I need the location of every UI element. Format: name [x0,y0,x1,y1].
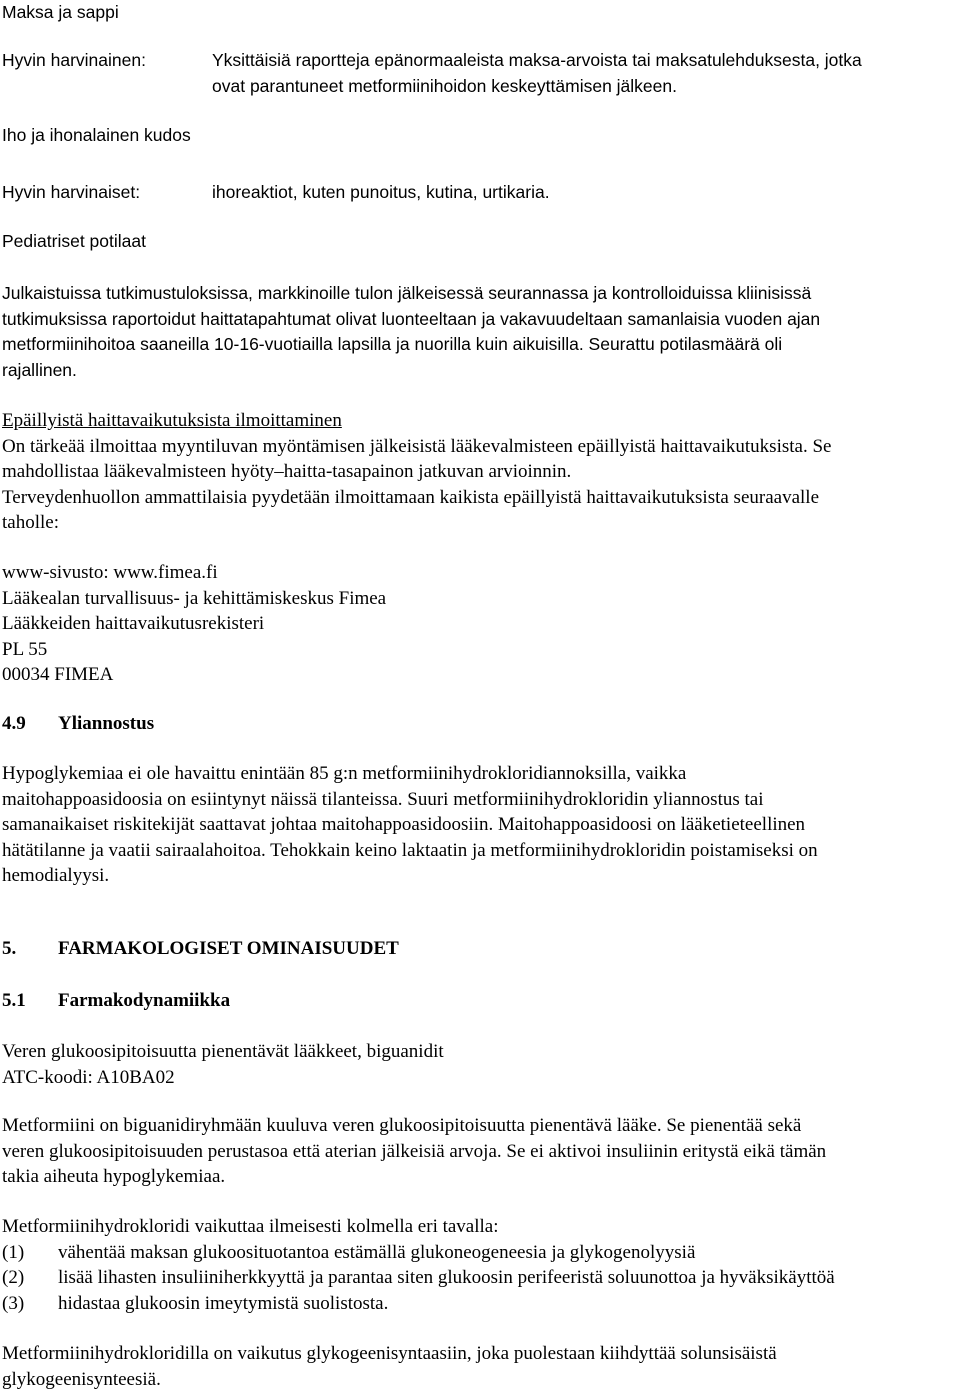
glycogen-paragraph [2,1341,952,1392]
actions-intro: Metformiinihydrokloridi vaikuttaa ilmeisesti kolmella eri tavalla: [2,1216,499,1237]
skin-text: ihoreaktiot, kuten punoitus, kutina, urtikaria. [212,182,550,202]
list-item [2,1265,952,1291]
overdose-heading [2,711,952,737]
skin-heading: Iho ja ihonalainen kudos [2,125,191,145]
reporting-line: taholle: [2,512,59,533]
list-item-number: (3) [2,1292,25,1314]
section-title: Yliannostus [58,713,155,734]
pediatric-heading: Pediatriset potilaat [2,231,146,251]
pediatric-line: tutkimuksissa raportoidut haittatapahtumat olivat luonteeltaan ja vakavuudeltaan samanlaisia vuoden ajan [2,308,821,329]
pediatric-line: rajallinen. [2,359,77,380]
pharmacotherapeutic-group: Veren glukoosipitoisuutta pienentävät lääkkeet, biguanidit [2,1041,444,1062]
liver-heading: Maksa ja sappi [2,2,119,22]
overdose-line: hätätilanne ja vaatii sairaalahoitoa. Tehokkain keino laktaatin ja metformiinihydrokloridin poistamiseksi on [2,839,818,861]
section5-heading [2,936,952,962]
atc-code: ATC-koodi: A10BA02 [2,1066,175,1088]
mechanism-paragraph [2,1113,952,1190]
list-item [2,1240,952,1266]
list-item-text: lisää lihasten insuliiniherkkyyttä ja parantaa siten glukoosin perifeeristä soluunottoa ja hyväksikäyttöä [58,1267,835,1288]
list-item-text: vähentää maksan glukoosituotantoa estämällä glukoneogeneesia ja glykogenolyysiä [58,1241,696,1263]
glycogen-line: Metformiinihydrokloridilla on vaikutus glykogeenisyntaasiin, joka puolestaan kiihdyttää solunsisäistä [2,1343,777,1364]
pediatric-line: Julkaistuissa tutkimustuloksissa, markkinoille tulon jälkeisessä seurannassa ja kontrolloiduissa kliinisissä [2,283,812,303]
section-number: 4.9 [2,713,26,734]
mechanism-line: Metformiini on biguanidiryhmään kuuluva veren glukoosipitoisuutta pienentävä lääke. Se pienentää sekä [2,1115,802,1136]
section51-heading [2,988,952,1014]
reporting-section [2,408,952,536]
list-item-text: hidastaa glukoosin imeytymistä suolistosta. [58,1292,389,1314]
classification-block [2,1039,952,1090]
reporting-line: On tärkeää ilmoittaa myyntiluvan myöntämisen jälkeisistä lääkevalmisteen epäillyistä haittavaikutuksista. Se [2,435,832,457]
liver-text-line: Yksittäisiä raportteja epänormaaleista maksa-arvoista tai maksatulehduksesta, jotka [212,50,862,70]
section-number: 5.1 [2,990,26,1011]
section-title: FARMAKOLOGISET OMINAISUUDET [58,938,399,959]
liver-text-line: ovat parantuneet metformiinihoidon keskeyttämisen jälkeen. [212,75,677,96]
reporting-line: Terveydenhuollon ammattilaisia pyydetään ilmoittamaan kaikista epäillyistä haittavaikutuksista seuraavalle [2,486,819,508]
address-postal-code: 00034 FIMEA [2,664,114,685]
overdose-line: Hypoglykemiaa ei ole havaittu enintään 85 g:n metformiinihydrokloridiannoksilla, vaikka [2,763,687,784]
overdose-paragraph [2,761,952,889]
overdose-line: maitohappoasidoosia on esiintynyt näissä tilanteissa. Suuri metformiinihydrokloridin yliannostus tai [2,788,764,810]
reporting-heading: Epäillyistä haittavaikutuksista ilmoittaminen [2,410,342,431]
pediatric-line: metformiinihoitoa saaneilla 10-16-vuotiailla lapsilla ja nuorilla kuin aikuisilla. Seurattu potilasmäärä oli [2,334,783,354]
liver-text [212,48,952,99]
section-title: Farmakodynamiikka [58,990,231,1011]
address-website: www-sivusto: www.fimea.fi [2,562,218,583]
glycogen-line: glykogeenisynteesiä. [2,1368,161,1390]
reporting-address [2,560,952,688]
section-number: 5. [2,938,17,959]
actions-list [2,1214,952,1316]
overdose-line: hemodialyysi. [2,865,110,886]
address-registry: Lääkkeiden haittavaikutusrekisteri [2,613,265,634]
mechanism-line: takia aiheuta hypoglykemiaa. [2,1166,226,1187]
pediatric-paragraph [2,281,952,383]
list-item [2,1291,952,1317]
overdose-line: samanaikaiset riskitekijät saattavat johtaa maitohappoasidoosiin. Maitohappoasidoosi on lääketieteellinen [2,814,806,835]
skin-frequency-label: Hyvin harvinaiset: [2,182,141,202]
list-item-number: (2) [2,1267,25,1288]
mechanism-line: veren glukoosipitoisuuden perustasoa että aterian jälkeisiä arvoja. Se ei aktivoi insuliinin eritystä eikä tämän [2,1140,827,1162]
liver-frequency-label: Hyvin harvinainen: [2,50,146,70]
address-agency: Lääkealan turvallisuus- ja kehittämiskeskus Fimea [2,587,387,609]
list-item-number: (1) [2,1241,25,1263]
reporting-line: mahdollistaa lääkevalmisteen hyöty–haitta-tasapainon jatkuvan arvioinnin. [2,461,572,482]
address-po-box: PL 55 [2,638,48,660]
